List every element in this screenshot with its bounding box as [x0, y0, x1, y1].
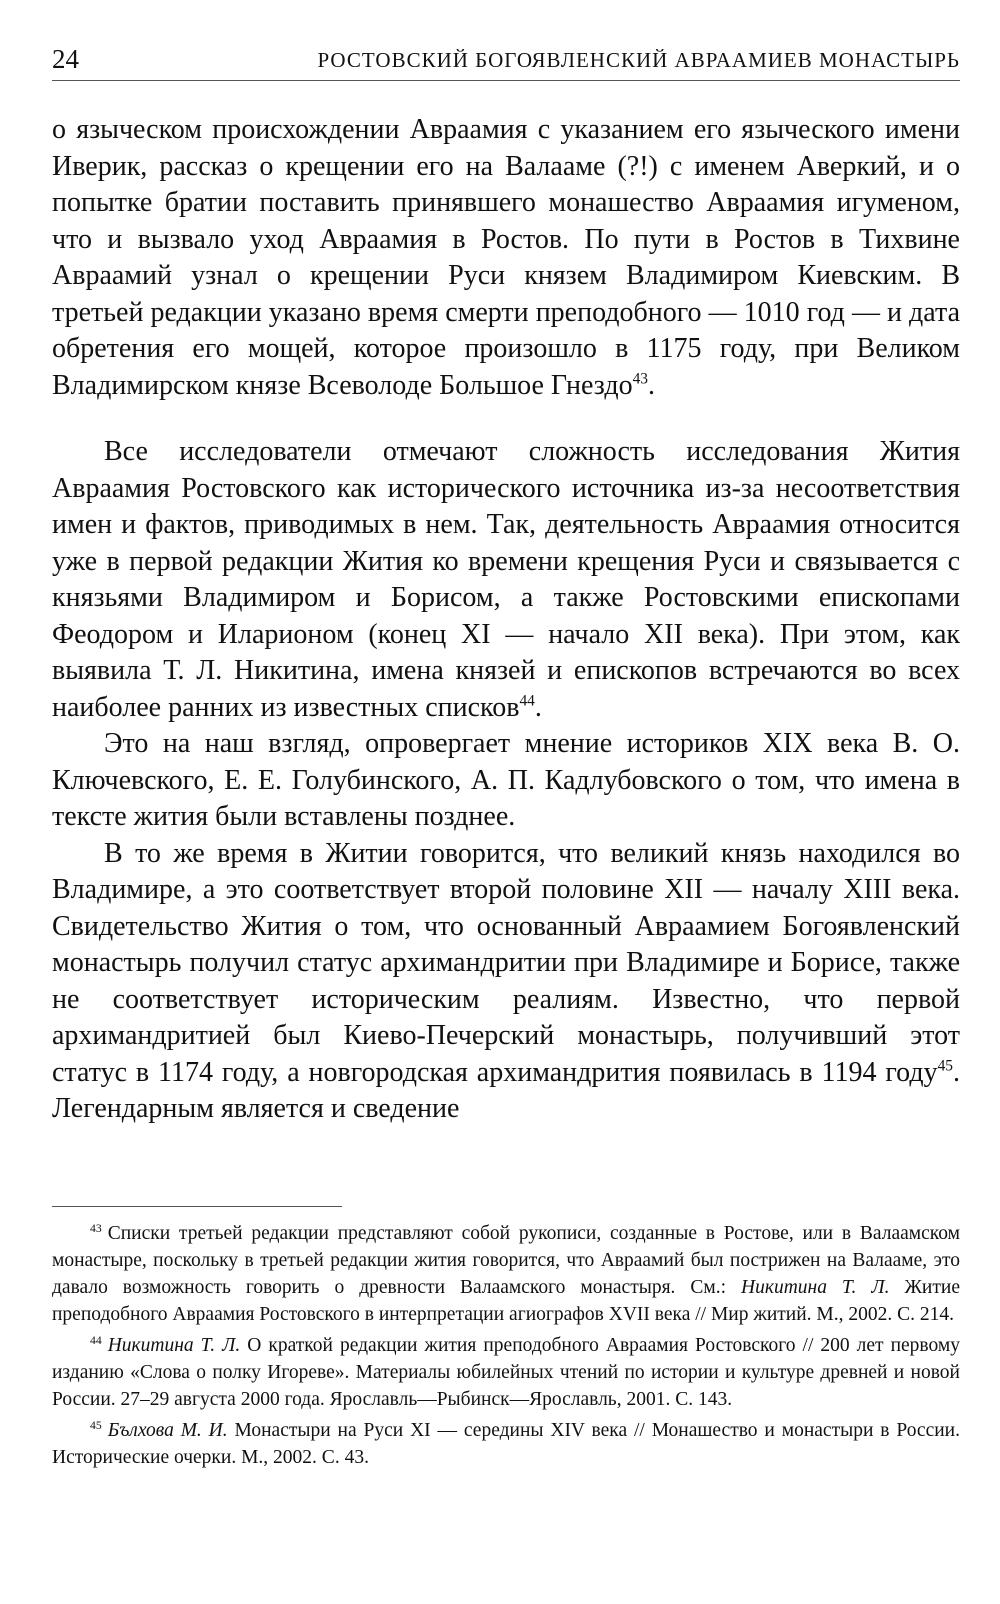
footnote-44: $^{44}$ Никитина Т. Л. О краткой редакции жития преподобного Авраамия Ростовского // 200 лет первому изданию «Слова о полку Игореве». Материалы юбилейных чтений по истории и культуре древней и новой России. 27–29 августа 2000 года. Ярославль—Рыбинск—Ярославль, 2001. С. 143.: [52, 1333, 960, 1410]
footnote-45: $^{45}$ Бълхова М. И. Монастыри на Руси XI — середины XIV века // Монашество и монастыри в России. Исторические очерки. М., 2002. С. 43.: [52, 1418, 960, 1468]
paragraph-2: Все исследователи отмечают сложность исследования Жития Авраамия Ростовского как исторического источника из-за несоответствия имен и фактов, приводимых в нем. Так, деятельность Авраамия относится уже в первой редакции Жития ко времени крещения Руси и связывается с князьями Владимиром и Борисом, а также Ростовскими епископами Феодором и Иларионом (конец XI — начало XII века). При этом, как выявила Т. Л. Никитина, имена князей и епископов встречаются во всех наиболее ранних из известных списков$^{44}$.: [52, 436, 960, 723]
footnote-rule: [52, 1206, 342, 1207]
header-rule: [52, 80, 960, 81]
body-text: [52, 112, 960, 1128]
paragraph-4: В то же время в Житии говорится, что великий князь находился во Владимире, а это соответствует второй половине XII — началу XIII века. Свидетельство Жития о том, что основанный Авраамием Богоявленский монастырь получил статус архимандритии при Владимире и Борисе, также не соответствует историческим реалиям. Известно, что первой архимандритией был Киево-Печерский монастырь, получивший этот статус в 1174 году, а новгородская архимандрития появилась в 1194 году$^{45}$. Легендарным является и сведение: [52, 837, 960, 1124]
footnote-ref-43[interactable]: 43: [632, 370, 648, 388]
footnotes: [52, 1220, 960, 1475]
paragraph-3: Это на наш взгляд, опровергает мнение историков XIX века В. О. Ключевского, Е. Е. Голубинского, А. П. Кадлубовского о том, что имена в тексте жития были вставлены позднее.: [52, 728, 960, 832]
footnote-43: $^{43}$ Списки третьей редакции представляют собой рукописи, созданные в Ростове, или в Валаамском монастыре, поскольку в третьей редакции жития говорится, что Авраамий был пострижен на Валааме, это давало возможность говорить о древности Валаамского монастыря. См.: Никитина Т. Л. Житие преподобного Авраамия Ростовского в интерпретации агиографов XVII века // Мир житий. М., 2002. С. 214.: [52, 1221, 960, 1325]
page-header: [52, 38, 960, 82]
footnote-ref-44[interactable]: 44: [519, 692, 535, 710]
page-number: 24: [52, 44, 79, 74]
paragraph-1: о языческом происхождении Авраамия с указанием его языческого имени Иверик, рассказ о крещении его на Валааме (?!) с именем Аверкий, и о попытке братии поставить принявшего монашество Авраамия игуменом, что и вызвало уход Авраамия в Ростов. По пути в Ростов в Тихвине Авраамий узнал о крещении Руси князем Владимиром Киевским. В третьей редакции указано время смерти преподобного — 1010 год — и дата обретения его мощей, которое произошло в 1175 году, при Великом Владимирском князе Всеволоде Большое Гнездо$^{43}$.: [52, 114, 960, 401]
running-title: РОСТОВСКИЙ БОГОЯВЛЕНСКИЙ АВРААМИЕВ МОНАСТЫРЬ: [317, 48, 960, 72]
footnote-ref-45[interactable]: 45: [937, 1057, 953, 1075]
